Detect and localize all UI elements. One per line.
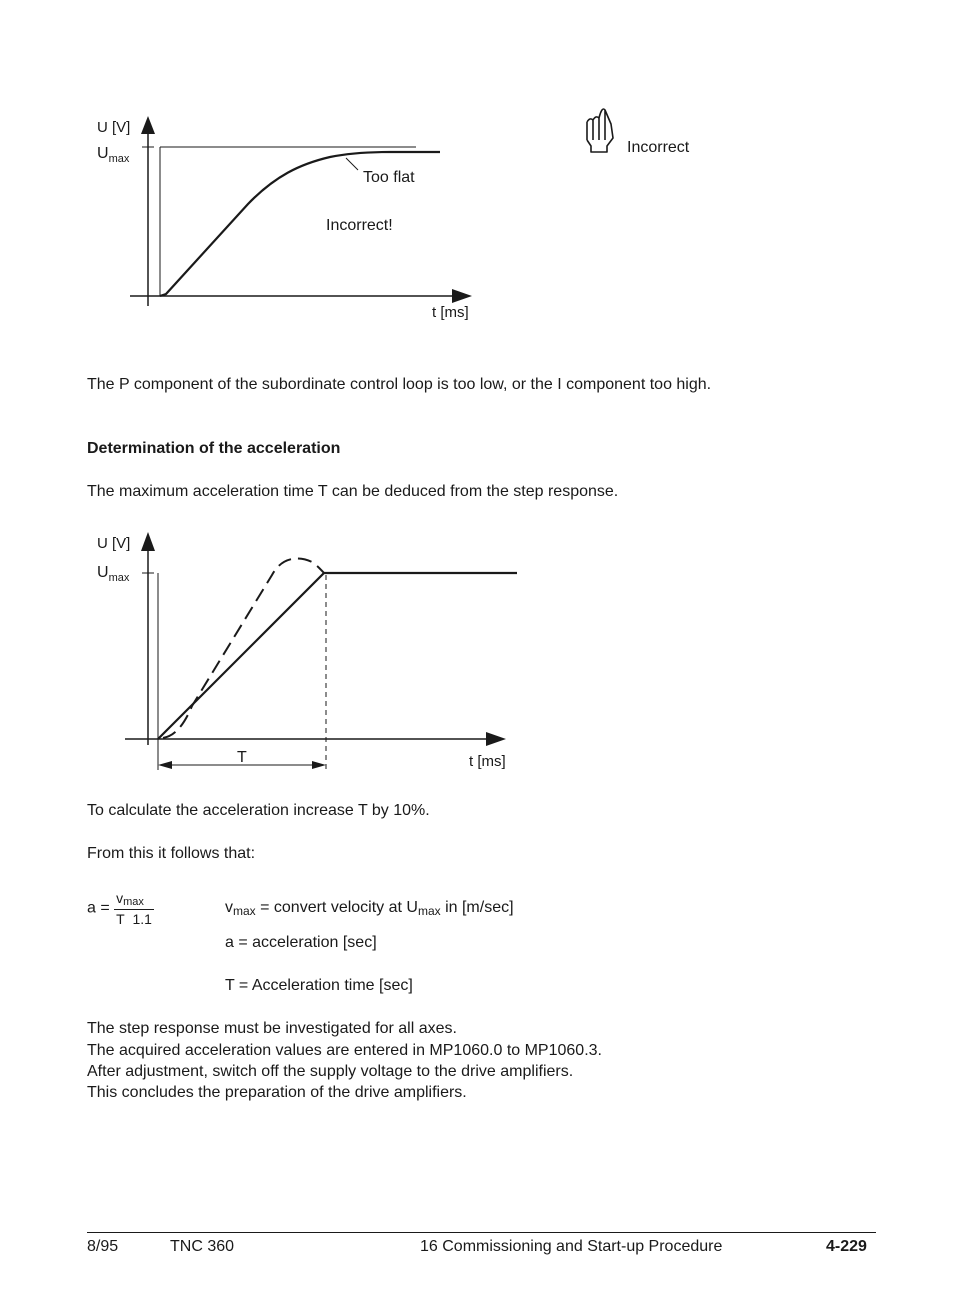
paragraph-p-component: The P component of the subordinate control loop is too low, or the I component too high. (87, 376, 712, 393)
incorrect-label: Incorrect! (326, 217, 393, 234)
footer-page-number: 4-229 (826, 1238, 867, 1255)
closing-line: After adjustment, switch off the supply voltage to the drive amplifiers. (87, 1063, 574, 1080)
note-label: Incorrect (627, 139, 690, 156)
closing-line: This concludes the preparation of the drive amplifiers. (87, 1084, 467, 1101)
formula-numerator: vmax (114, 890, 154, 910)
definition-a: a = acceleration [sec] (225, 934, 377, 951)
paragraph-max-acceleration: The maximum acceleration time T can be deduced from the step response. (87, 483, 619, 500)
footer-product: TNC 360 (170, 1238, 235, 1255)
definition-vmax: vmax = convert velocity at Umax in [m/sec] (225, 899, 514, 918)
too-flat-pointer (346, 158, 358, 170)
step-response-acceleration-figure (0, 520, 954, 780)
t-dimension-arrow-right (312, 761, 326, 769)
acceleration-formula (87, 890, 154, 927)
formula-lhs: a = (87, 899, 110, 917)
y-axis-arrow (141, 116, 155, 134)
x-axis-arrow (486, 732, 506, 746)
y-axis-arrow (141, 532, 155, 551)
formula-fraction (114, 890, 154, 927)
formula-denominator: T 1.1 (116, 911, 152, 927)
y-axis-label: U [V] (97, 535, 131, 552)
footer-rule (87, 1232, 876, 1233)
y-axis-label: U [V] (97, 119, 131, 136)
umax-label: $U_{max}$ (97, 145, 130, 165)
pointing-hand-icon (587, 109, 613, 152)
too-flat-label: Too flat (363, 169, 415, 186)
definition-t: T = Acceleration time [sec] (225, 977, 413, 994)
x-axis-label: t [ms] (469, 753, 506, 770)
umax-label: $U_{max}$ (97, 564, 130, 584)
x-axis-label: t [ms] (432, 304, 469, 321)
step-response-too-flat-figure (0, 0, 954, 340)
response-ramp-line (158, 573, 517, 739)
paragraph-follows: From this it follows that: (87, 845, 256, 862)
closing-line: The acquired acceleration values are entered in MP1060.0 to MP1060.3. (87, 1042, 602, 1059)
closing-line: The step response must be investigated for all axes. (87, 1020, 457, 1037)
footer-date: 8/95 (87, 1238, 119, 1255)
paragraph-calc: To calculate the acceleration increase T by 10%. (87, 802, 430, 819)
x-axis-arrow (452, 289, 472, 303)
section-heading: Determination of the acceleration (87, 440, 341, 457)
t-label: T (237, 749, 247, 766)
t-dimension-arrow-left (158, 761, 172, 769)
footer-chapter: 16 Commissioning and Start-up Procedure (420, 1238, 723, 1255)
